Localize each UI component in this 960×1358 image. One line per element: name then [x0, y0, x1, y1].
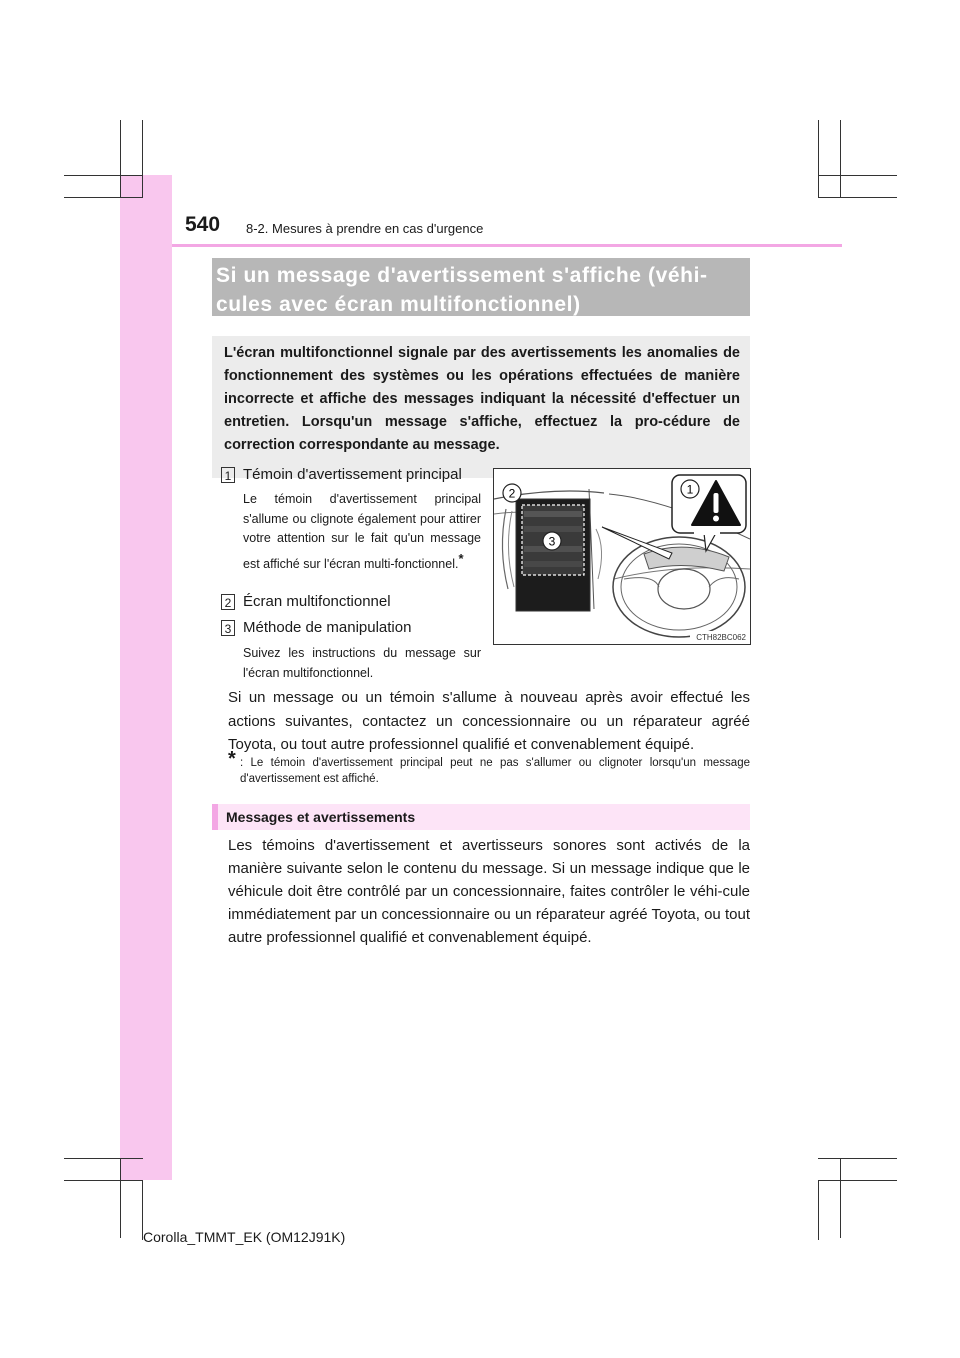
item-title-2: Écran multifonctionnel: [243, 593, 391, 610]
crop-mark: [142, 120, 143, 198]
crop-mark: [120, 1158, 121, 1238]
footnote-text: : Le témoin d'avertissement principal peut ne pas s'allumer ou clignoter lorsqu'un message d'avertissement est affiché.: [240, 757, 750, 785]
dashboard-illustration: [493, 468, 751, 645]
footnote-mark: *: [228, 748, 236, 770]
page-title: [212, 258, 750, 316]
intro-box: L'écran multifonctionnel signale par des avertissements les anomalies de fonctionnement des systèmes ou les opérations effectuées de manière incorrecte et affiche des messages indiquant la nécessité d'effectuer un entretien. Lorsqu'un message s'affiche, effectuez la pro-cédure de correction correspondante au message.: [212, 336, 750, 478]
crop-mark: [64, 197, 143, 198]
crop-mark: [818, 197, 897, 198]
callout-3: 3: [548, 534, 556, 549]
page-number: 540: [185, 213, 221, 236]
item-title-1: Témoin d'avertissement principal: [243, 466, 462, 483]
crop-mark: [818, 1180, 819, 1240]
crop-mark: [120, 120, 121, 198]
subsection-title: Messages et avertissements: [212, 804, 750, 830]
section-header: 8-2. Mesures à prendre en cas d'urgence: [246, 221, 484, 236]
crop-mark: [818, 175, 897, 176]
item-description-1-text: Le témoin d'avertissement principal s'allume ou clignote également pour attirer votre attention sur le fait qu'un message est affiché sur l'écran multi-fonctionnel.: [243, 492, 481, 571]
item-title-3: Méthode de manipulation: [243, 619, 412, 636]
footnote: [228, 748, 750, 787]
warning-paragraph: Si un message ou un témoin s'allume à nouveau après avoir effectué les actions suivantes, contactez un concessionnaire ou un réparateur agréé Toyota, ou tout autre professionnel qualifié et convenablement équipé.: [228, 689, 750, 753]
figure-code: CTH82BC062: [696, 633, 746, 642]
item-number-1: 1: [221, 467, 235, 483]
callout-2: 2: [508, 486, 516, 501]
crop-mark: [818, 1180, 897, 1181]
item-number-3: 3: [221, 620, 235, 636]
footnote-marker: *: [458, 550, 464, 566]
page-title-line: cules avec écran multifonctionnel): [216, 293, 581, 316]
crop-mark: [64, 1180, 143, 1181]
crop-mark: [64, 175, 143, 176]
page-title-line: Si un message d'avertissement s'affiche (véhi-: [216, 264, 708, 287]
item-number-2: 2: [221, 594, 235, 610]
crop-mark: [64, 1158, 143, 1159]
subsection-paragraph: Les témoins d'avertissement et avertisseurs sonores sont activés de la manière suivante selon le contenu du message. Si un message indique que le véhicule doit être contrôlé par un concessionnaire, faites contrôler le véhi-cule immédiatement par un concessionnaire ou un réparateur agréé Toyota, ou tout autre professionnel qualifié et convenablement équipé.: [228, 837, 750, 946]
dashboard-drawing: [494, 469, 750, 644]
item-description-3: Suivez les instructions du message sur l'écran multifonctionnel.: [243, 646, 481, 680]
crop-mark: [818, 1158, 897, 1159]
callout-1: 1: [686, 482, 694, 497]
page-margin-band: [120, 175, 172, 1180]
crop-mark: [840, 120, 841, 198]
footer-document-id: Corolla_TMMT_EK (OM12J91K): [143, 1229, 346, 1245]
header-rule: [172, 244, 842, 247]
crop-mark: [818, 120, 819, 198]
crop-mark: [840, 1158, 841, 1238]
item-description-1: [243, 490, 481, 574]
